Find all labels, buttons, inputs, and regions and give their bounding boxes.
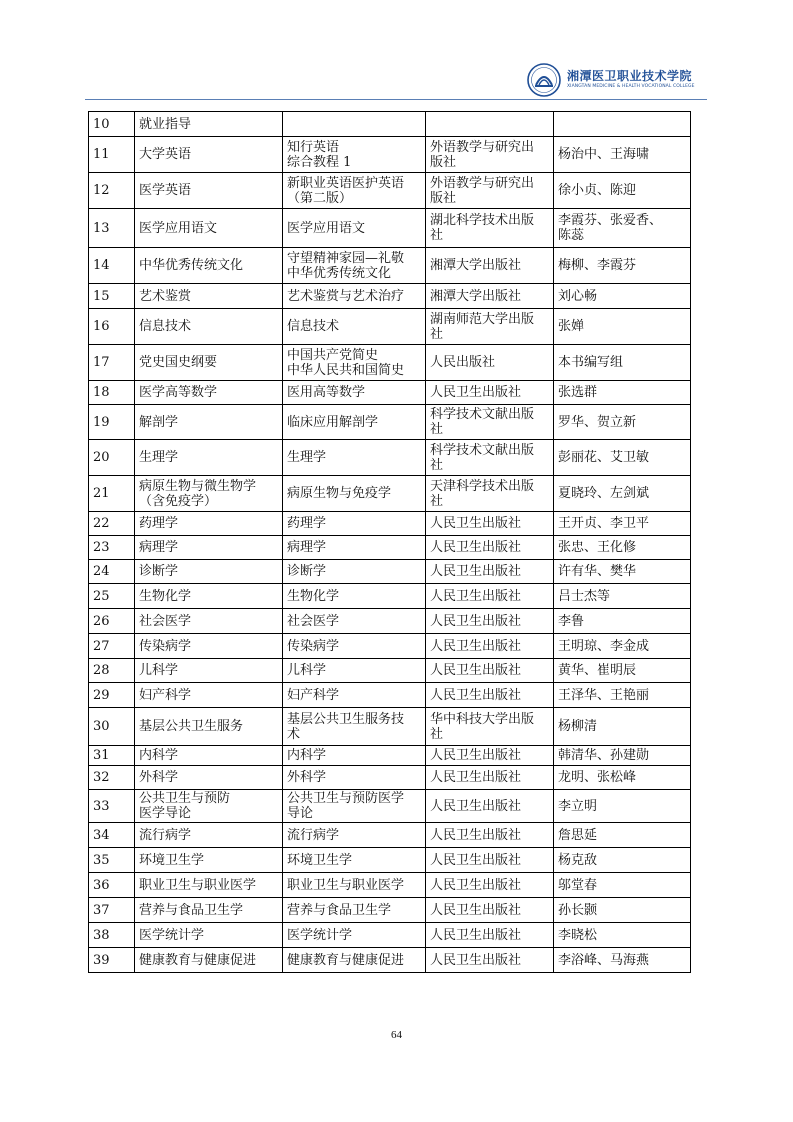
row-number: 23: [89, 536, 135, 560]
textbook-title: 病理学: [283, 536, 426, 560]
author: 张婵: [554, 309, 691, 345]
course-name: 营养与食品卫生学: [135, 898, 283, 923]
table-row: [89, 746, 691, 766]
publisher: 湖南师范大学出版 社: [426, 309, 554, 345]
author: 许有华、樊华: [554, 560, 691, 584]
table-row: [89, 848, 691, 873]
row-number: 14: [89, 248, 135, 284]
row-number: 36: [89, 873, 135, 898]
course-name: 大学英语: [135, 137, 283, 173]
college-logo: [527, 62, 707, 98]
author: 徐小贞、陈迎: [554, 173, 691, 209]
course-name: 医学统计学: [135, 923, 283, 948]
textbook-title: 环境卫生学: [283, 848, 426, 873]
table-row: [89, 345, 691, 381]
textbook-title: 诊断学: [283, 560, 426, 584]
row-number: 20: [89, 440, 135, 476]
textbook-title: 医学应用语文: [283, 209, 426, 248]
row-number: 13: [89, 209, 135, 248]
author: 孙长颢: [554, 898, 691, 923]
textbook-title: 基层公共卫生服务技 术: [283, 708, 426, 746]
publisher: 人民卫生出版社: [426, 948, 554, 973]
row-number: 21: [89, 476, 135, 512]
publisher: 人民卫生出版社: [426, 746, 554, 766]
publisher: 人民卫生出版社: [426, 823, 554, 848]
publisher: 华中科技大学出版 社: [426, 708, 554, 746]
course-name: 中华优秀传统文化: [135, 248, 283, 284]
table-row: [89, 512, 691, 536]
textbook-title: 医用高等数学: [283, 381, 426, 405]
publisher: 人民卫生出版社: [426, 659, 554, 683]
textbook-title: 妇产科学: [283, 683, 426, 708]
course-name: 党史国史纲要: [135, 345, 283, 381]
row-number: 22: [89, 512, 135, 536]
table-row: [89, 381, 691, 405]
table-row: [89, 173, 691, 209]
course-name: 儿科学: [135, 659, 283, 683]
author: 黄华、崔明辰: [554, 659, 691, 683]
row-number: 34: [89, 823, 135, 848]
table-row: [89, 440, 691, 476]
textbook-title: 传染病学: [283, 634, 426, 659]
author: 韩清华、孙建勋: [554, 746, 691, 766]
course-name: 信息技术: [135, 309, 283, 345]
textbook-title: 公共卫生与预防医学 导论: [283, 790, 426, 823]
row-number: 10: [89, 112, 135, 137]
author: 梅柳、李霞芬: [554, 248, 691, 284]
publisher: 湖北科学技术出版 社: [426, 209, 554, 248]
row-number: 35: [89, 848, 135, 873]
textbook-title: 病原生物与免疫学: [283, 476, 426, 512]
row-number: 27: [89, 634, 135, 659]
publisher: 人民卫生出版社: [426, 790, 554, 823]
page-number: 64: [391, 1029, 402, 1041]
table-row: [89, 405, 691, 440]
author: 詹思延: [554, 823, 691, 848]
textbook-title: 流行病学: [283, 823, 426, 848]
author: 王开贞、李卫平: [554, 512, 691, 536]
textbook-title: 艺术鉴赏与艺术治疗: [283, 284, 426, 309]
course-name: 环境卫生学: [135, 848, 283, 873]
table-row: [89, 248, 691, 284]
author: 杨克敌: [554, 848, 691, 873]
course-name: 健康教育与健康促进: [135, 948, 283, 973]
textbook-title: 健康教育与健康促进: [283, 948, 426, 973]
course-name: 病理学: [135, 536, 283, 560]
table-row: [89, 112, 691, 137]
author: 李霞芬、张爱香、 陈蕊: [554, 209, 691, 248]
publisher: 人民卫生出版社: [426, 848, 554, 873]
course-name: 流行病学: [135, 823, 283, 848]
course-name: 药理学: [135, 512, 283, 536]
textbook-title: 生理学: [283, 440, 426, 476]
publisher: 人民卫生出版社: [426, 898, 554, 923]
course-name: 外科学: [135, 766, 283, 790]
course-name: 生理学: [135, 440, 283, 476]
author: 王泽华、王艳丽: [554, 683, 691, 708]
author: 彭丽花、艾卫敏: [554, 440, 691, 476]
row-number: 11: [89, 137, 135, 173]
textbook-title: 营养与食品卫生学: [283, 898, 426, 923]
table-row: [89, 898, 691, 923]
publisher: 人民卫生出版社: [426, 683, 554, 708]
publisher: 湘潭大学出版社: [426, 248, 554, 284]
table-row: [89, 659, 691, 683]
course-name: 社会医学: [135, 609, 283, 634]
table-row: [89, 634, 691, 659]
publisher: 人民卫生出版社: [426, 634, 554, 659]
row-number: 15: [89, 284, 135, 309]
author: 吕士杰等: [554, 584, 691, 609]
publisher: 人民出版社: [426, 345, 554, 381]
course-name: 职业卫生与职业医学: [135, 873, 283, 898]
row-number: 18: [89, 381, 135, 405]
row-number: 12: [89, 173, 135, 209]
author: 罗华、贺立新: [554, 405, 691, 440]
row-number: 25: [89, 584, 135, 609]
textbook-title: 医学统计学: [283, 923, 426, 948]
row-number: 28: [89, 659, 135, 683]
author: 王明琼、李金成: [554, 634, 691, 659]
table-row: [89, 708, 691, 746]
course-name: 内科学: [135, 746, 283, 766]
logo-chinese-name: 湘潭医卫职业技术学院: [567, 69, 693, 84]
textbook-title: 中国共产党简史 中华人民共和国简史: [283, 345, 426, 381]
table-row: [89, 309, 691, 345]
table-row: [89, 536, 691, 560]
row-number: 19: [89, 405, 135, 440]
course-name: 医学高等数学: [135, 381, 283, 405]
author: 邬堂春: [554, 873, 691, 898]
textbook-title: 社会医学: [283, 609, 426, 634]
textbook-title: 新职业英语医护英语 （第二版）: [283, 173, 426, 209]
table-row: [89, 823, 691, 848]
course-name: 医学英语: [135, 173, 283, 209]
textbook-title: 守望精神家园—礼敬 中华优秀传统文化: [283, 248, 426, 284]
textbook-title: 内科学: [283, 746, 426, 766]
author: [554, 112, 691, 137]
publisher: 天津科学技术出版 社: [426, 476, 554, 512]
textbook-table: [88, 111, 691, 973]
publisher: 人民卫生出版社: [426, 766, 554, 790]
publisher: 人民卫生出版社: [426, 873, 554, 898]
author: 夏晓玲、左剑斌: [554, 476, 691, 512]
author: 杨治中、王海啸: [554, 137, 691, 173]
table-row: [89, 766, 691, 790]
row-number: 16: [89, 309, 135, 345]
table-row: [89, 790, 691, 823]
table-row: [89, 476, 691, 512]
row-number: 39: [89, 948, 135, 973]
publisher: 外语教学与研究出 版社: [426, 137, 554, 173]
table-row: [89, 948, 691, 973]
textbook-title: 药理学: [283, 512, 426, 536]
course-name: 艺术鉴赏: [135, 284, 283, 309]
row-number: 29: [89, 683, 135, 708]
publisher: 科学技术文献出版 社: [426, 405, 554, 440]
publisher: 外语教学与研究出 版社: [426, 173, 554, 209]
publisher: [426, 112, 554, 137]
author: 本书编写组: [554, 345, 691, 381]
publisher: 科学技术文献出版 社: [426, 440, 554, 476]
course-name: 生物化学: [135, 584, 283, 609]
row-number: 26: [89, 609, 135, 634]
publisher: 人民卫生出版社: [426, 609, 554, 634]
textbook-title: 外科学: [283, 766, 426, 790]
author: 李鲁: [554, 609, 691, 634]
textbook-title: 儿科学: [283, 659, 426, 683]
row-number: 38: [89, 923, 135, 948]
publisher: 湘潭大学出版社: [426, 284, 554, 309]
course-name: 传染病学: [135, 634, 283, 659]
row-number: 37: [89, 898, 135, 923]
table-row: [89, 560, 691, 584]
row-number: 24: [89, 560, 135, 584]
course-name: 医学应用语文: [135, 209, 283, 248]
textbook-title: 临床应用解剖学: [283, 405, 426, 440]
row-number: 17: [89, 345, 135, 381]
row-number: 31: [89, 746, 135, 766]
publisher: 人民卫生出版社: [426, 536, 554, 560]
header-rule: [85, 99, 707, 100]
course-name: 公共卫生与预防 医学导论: [135, 790, 283, 823]
course-name: 就业指导: [135, 112, 283, 137]
author: 刘心畅: [554, 284, 691, 309]
table-row: [89, 683, 691, 708]
table-row: [89, 923, 691, 948]
publisher: 人民卫生出版社: [426, 381, 554, 405]
author: 李晓松: [554, 923, 691, 948]
publisher: 人民卫生出版社: [426, 512, 554, 536]
author: 杨柳清: [554, 708, 691, 746]
textbook-title: 职业卫生与职业医学: [283, 873, 426, 898]
textbook-title: 信息技术: [283, 309, 426, 345]
table-row: [89, 584, 691, 609]
author: 张选群: [554, 381, 691, 405]
publisher: 人民卫生出版社: [426, 560, 554, 584]
course-name: 病原生物与微生物学 （含免疫学）: [135, 476, 283, 512]
textbook-title: [283, 112, 426, 137]
course-name: 基层公共卫生服务: [135, 708, 283, 746]
publisher: 人民卫生出版社: [426, 584, 554, 609]
author: 李立明: [554, 790, 691, 823]
row-number: 30: [89, 708, 135, 746]
row-number: 33: [89, 790, 135, 823]
logo-english-name: XIANGTAN MEDICINE & HEALTH VOCATIONAL COLLEGE: [567, 84, 695, 90]
table-row: [89, 609, 691, 634]
textbook-title: 知行英语 综合教程 1: [283, 137, 426, 173]
author: 龙明、张松峰: [554, 766, 691, 790]
college-emblem-icon: [527, 63, 561, 97]
publisher: 人民卫生出版社: [426, 923, 554, 948]
course-name: 诊断学: [135, 560, 283, 584]
author: 张忠、王化修: [554, 536, 691, 560]
course-name: 解剖学: [135, 405, 283, 440]
table-row: [89, 873, 691, 898]
row-number: 32: [89, 766, 135, 790]
textbook-title: 生物化学: [283, 584, 426, 609]
table-row: [89, 284, 691, 309]
table-row: [89, 209, 691, 248]
course-name: 妇产科学: [135, 683, 283, 708]
author: 李浴峰、马海燕: [554, 948, 691, 973]
table-row: [89, 137, 691, 173]
